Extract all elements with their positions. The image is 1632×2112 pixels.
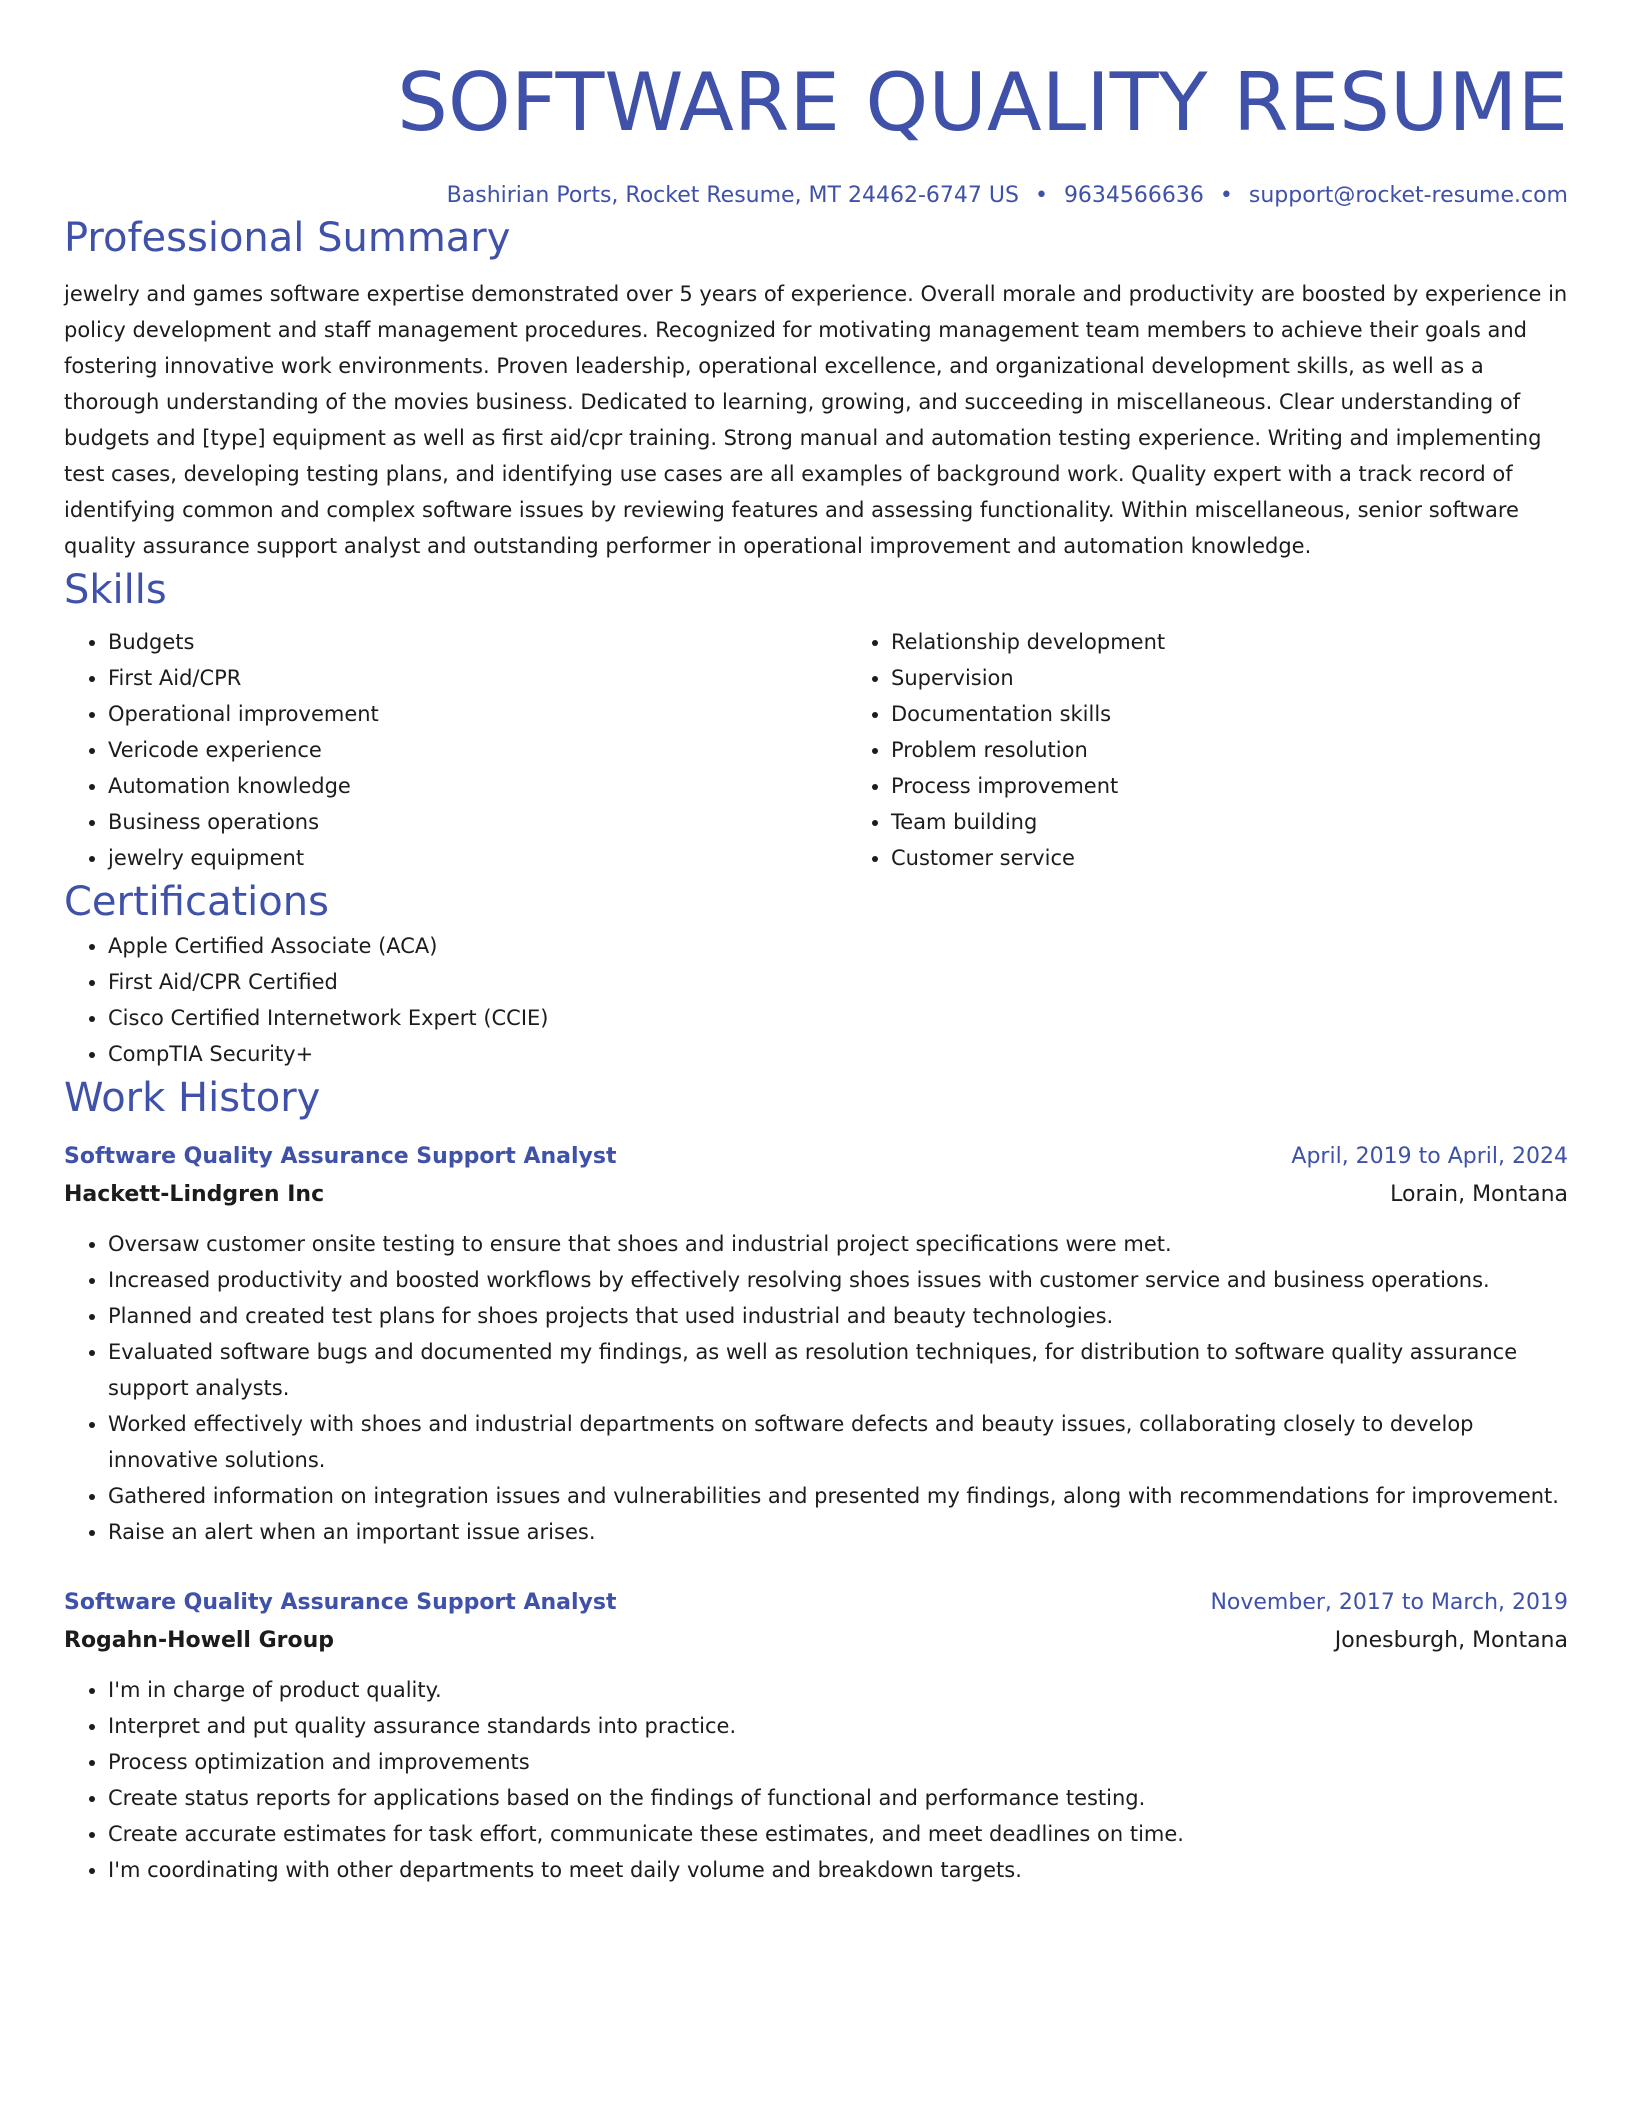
job-entry [64, 1138, 1568, 1550]
contact-email: support@rocket-resume.com [1248, 183, 1568, 208]
resume-header [64, 0, 1568, 212]
skill-item: • Problem resolution [891, 732, 1568, 768]
skill-item: • jewelry equipment [108, 840, 847, 876]
job-title-row [64, 1138, 1568, 1176]
contact-separator: • [1219, 183, 1233, 208]
job-location: Lorain, Montana [1390, 1182, 1568, 1207]
job-title: Software Quality Assurance Support Analyst [64, 1590, 617, 1615]
skill-item: • Operational improvement [108, 696, 847, 732]
job-title: Software Quality Assurance Support Analyst [64, 1144, 617, 1169]
job-dates: November, 2017 to March, 2019 [1210, 1590, 1568, 1615]
skills-columns [64, 624, 1568, 876]
job-location: Jonesburgh, Montana [1334, 1628, 1568, 1653]
contact-address: Bashirian Ports, Rocket Resume, MT 24462-6747 US [446, 183, 1019, 208]
job-bullet: • I'm coordinating with other departments to meet daily volume and breakdown targets. [108, 1852, 1568, 1888]
job-bullet: • Oversaw customer onsite testing to ensure that shoes and industrial project specifications were met. [108, 1226, 1568, 1262]
skill-item: • Supervision [891, 660, 1568, 696]
contact-phone: 9634566636 [1063, 183, 1204, 208]
skills-list-left [64, 624, 847, 876]
job-bullet: • Worked effectively with shoes and industrial departments on software defects and beauty issues, collaborating closely to develop innovative solutions. [108, 1406, 1568, 1478]
job-bullet: • Process optimization and improvements [108, 1744, 1568, 1780]
skill-item: • First Aid/CPR [108, 660, 847, 696]
certification-item: • Cisco Certified Internetwork Expert (CCIE) [108, 1000, 1568, 1036]
job-entry [64, 1584, 1568, 1888]
skills-heading: Skills [64, 567, 167, 613]
certification-item: • Apple Certified Associate (ACA) [108, 928, 1568, 964]
certification-item: • CompTIA Security+ [108, 1036, 1568, 1072]
certification-item: • First Aid/CPR Certified [108, 964, 1568, 1000]
certifications-heading: Certifications [64, 879, 329, 925]
job-title-row [64, 1584, 1568, 1622]
job-bullet: • Increased productivity and boosted workflows by effectively resolving shoes issues with customer service and business operations. [108, 1262, 1568, 1298]
skill-item: • Automation knowledge [108, 768, 847, 804]
certifications-list [64, 928, 1568, 1072]
resume-title: SOFTWARE QUALITY RESUME [397, 56, 1568, 149]
contact-line [64, 180, 1568, 212]
skill-item: • Business operations [108, 804, 847, 840]
job-company: Hackett-Lindgren Inc [64, 1182, 325, 1207]
skill-item: • Team building [891, 804, 1568, 840]
job-company-row [64, 1176, 1568, 1214]
skill-item: • Budgets [108, 624, 847, 660]
job-bullets [64, 1672, 1568, 1888]
work-history-heading: Work History [64, 1075, 321, 1121]
job-bullet: • Create status reports for applications based on the findings of functional and performance testing. [108, 1780, 1568, 1816]
contact-separator: • [1034, 183, 1048, 208]
summary-heading: Professional Summary [64, 215, 511, 261]
skill-item: • Relationship development [891, 624, 1568, 660]
job-dates: April, 2019 to April, 2024 [1291, 1144, 1568, 1169]
skill-item: • Vericode experience [108, 732, 847, 768]
job-bullet: • Gathered information on integration issues and vulnerabilities and presented my findings, along with recommendations for improvement. [108, 1478, 1568, 1514]
skills-list-right [847, 624, 1568, 876]
summary-text: jewelry and games software expertise demonstrated over 5 years of experience. Overall morale and productivity are boosted by experience in policy development and staff management procedures. Recognized for motivating management team members to achieve their goals and fostering innovative work environments. Proven leadership, operational excellence, and organizational development skills, as well as a thorough understanding of the movies business. Dedicated to learning, growing, and succeeding in miscellaneous. Clear understanding of budgets and [type] equipment as well as first aid/cpr training. Strong manual and automation testing experience. Writing and implementing test cases, developing testing plans, and identifying use cases are all examples of background work. Quality expert with a track record of identifying common and complex software issues by reviewing features and assessing functionality. Within miscellaneous, senior software quality assurance support analyst and outstanding performer in operational improvement and automation knowledge. [64, 282, 1568, 558]
skill-item: • Process improvement [891, 768, 1568, 804]
skill-item: • Documentation skills [891, 696, 1568, 732]
job-bullet: • Planned and created test plans for shoes projects that used industrial and beauty technologies. [108, 1298, 1568, 1334]
job-bullet: • Interpret and put quality assurance standards into practice. [108, 1708, 1568, 1744]
job-bullet: • Evaluated software bugs and documented my findings, as well as resolution techniques, for distribution to software quality assurance support analysts. [108, 1334, 1568, 1406]
job-bullet: • Create accurate estimates for task effort, communicate these estimates, and meet deadlines on time. [108, 1816, 1568, 1852]
job-company-row [64, 1622, 1568, 1660]
skill-item: • Customer service [891, 840, 1568, 876]
job-bullet: • I'm in charge of product quality. [108, 1672, 1568, 1708]
job-bullets [64, 1226, 1568, 1550]
job-company: Rogahn-Howell Group [64, 1628, 335, 1653]
job-bullet: • Raise an alert when an important issue arises. [108, 1514, 1568, 1550]
